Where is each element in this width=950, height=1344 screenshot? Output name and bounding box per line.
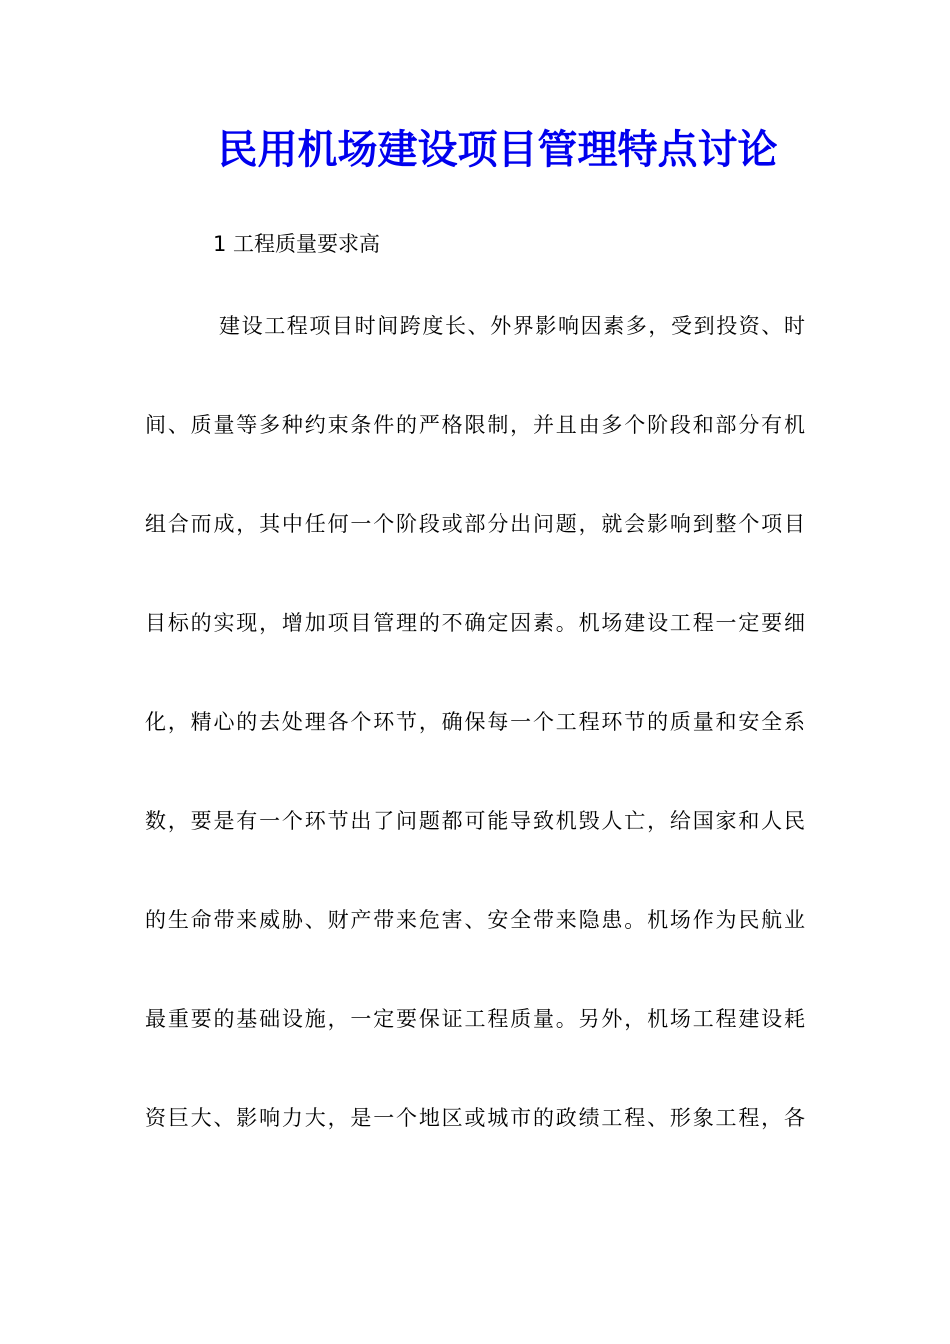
paragraph-line: 数，要是有一个环节出了问题都可能导致机毁人亡，给国家和人民 [145, 809, 805, 833]
section-heading: 1 工程质量要求高 [213, 232, 381, 256]
paragraph-line: 目标的实现，增加项目管理的不确定因素。机场建设工程一定要细 [145, 611, 805, 635]
paragraph-line: 的生命带来威胁、财产带来危害、安全带来隐患。机场作为民航业 [145, 908, 805, 932]
paragraph-line: 建设工程项目时间跨度长、外界影响因素多，受到投资、时 [219, 314, 805, 338]
paragraph-line: 间、质量等多种约束条件的严格限制，并且由多个阶段和部分有机 [145, 413, 805, 437]
document-title: 民用机场建设项目管理特点讨论 [217, 126, 778, 173]
paragraph-line: 组合而成，其中任何一个阶段或部分出问题，就会影响到整个项目 [145, 512, 805, 536]
paragraph-line: 最重要的基础设施，一定要保证工程质量。另外，机场工程建设耗 [145, 1007, 805, 1031]
paragraph-line: 化，精心的去处理各个环节，确保每一个工程环节的质量和安全系 [145, 710, 805, 734]
paragraph-line: 资巨大、影响力大，是一个地区或城市的政绩工程、形象工程，各 [145, 1106, 805, 1130]
